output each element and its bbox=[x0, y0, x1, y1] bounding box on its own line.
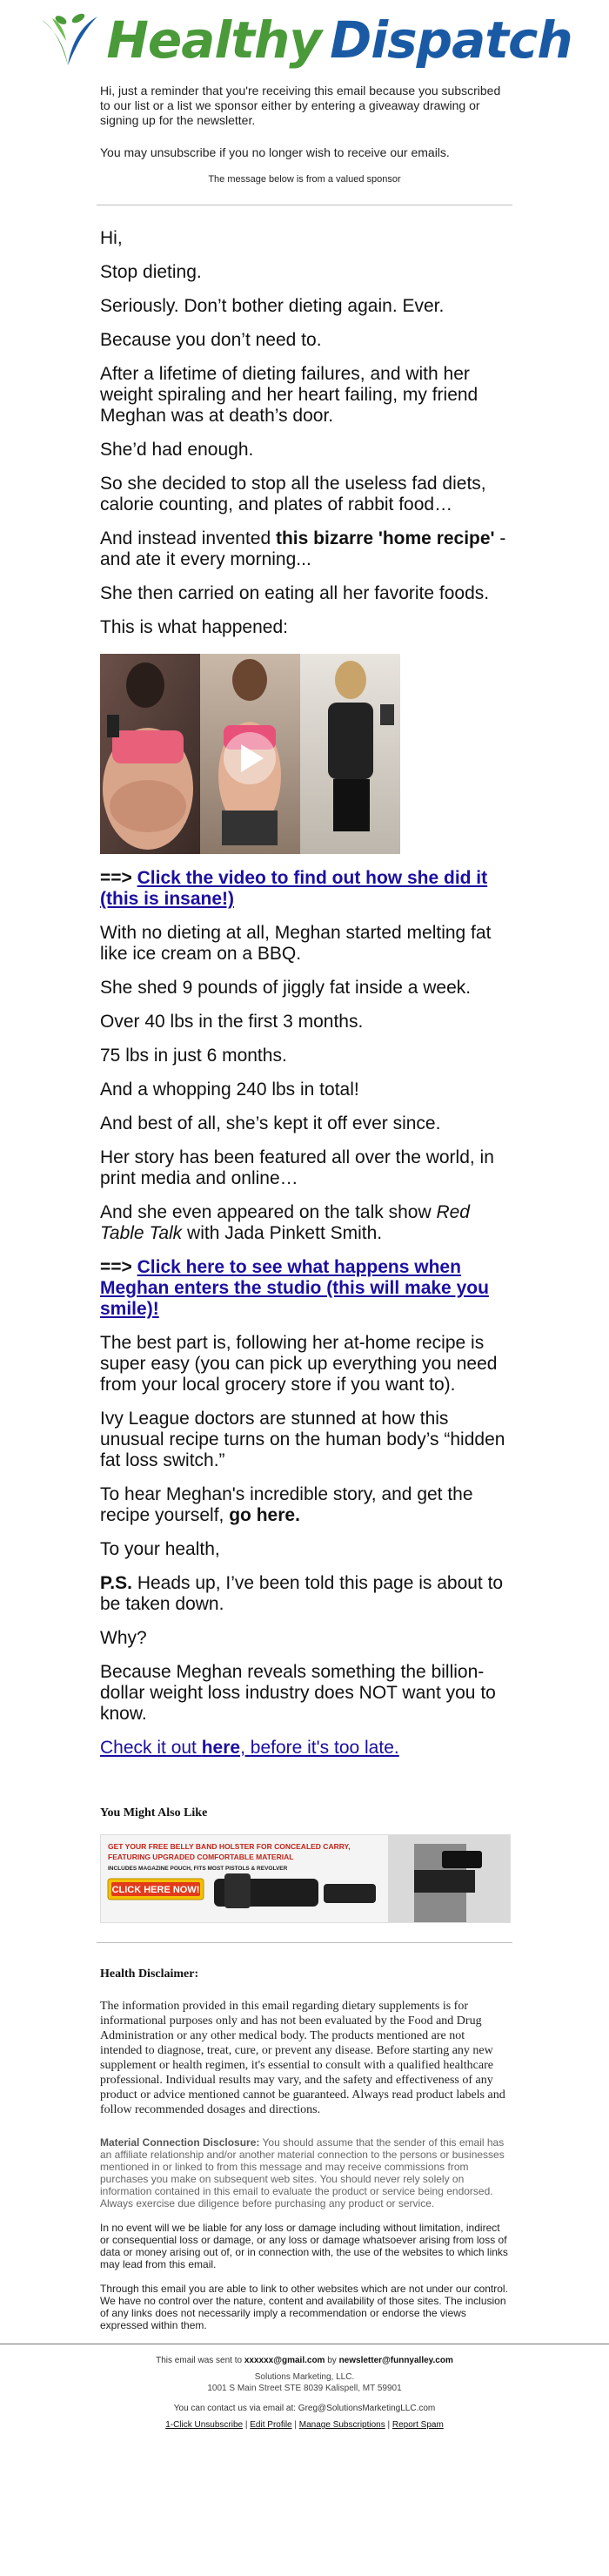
body-paragraph: And best of all, she’s kept it off ever since. bbox=[100, 1113, 441, 1133]
text-fragment: This email was sent to bbox=[156, 2356, 244, 2365]
arrow-marker: ==> bbox=[100, 1257, 132, 1277]
sponsor-note: The message below is from a valued sponsor bbox=[208, 174, 401, 185]
logo-word-healthy: Healthy bbox=[106, 10, 322, 70]
ad-details: INCLUDES MAGAZINE POUCH, FITS MOST PISTOLS & REVOLVER bbox=[108, 1866, 288, 1872]
body-paragraph: After a lifetime of dieting failures, and with her weight spiraling and her heart failing, my friend Meghan was at death’s door. bbox=[100, 364, 478, 426]
body-paragraph: Because you don’t need to. bbox=[100, 330, 322, 350]
text-fragment: To hear Meghan's incredible story, and get the recipe yourself, bbox=[100, 1484, 473, 1525]
disclosure-label: Material Connection Disclosure: bbox=[100, 2136, 260, 2149]
ad-button-label: CLICK HERE NOW! bbox=[111, 1885, 200, 1895]
company-name: Solutions Marketing, LLC. bbox=[254, 2372, 355, 2382]
body-paragraph: Seriously. Don’t bother dieting again. Ever. bbox=[100, 296, 445, 316]
unsubscribe-link[interactable]: 1-Click Unsubscribe bbox=[165, 2420, 244, 2430]
text-fragment: And she even appeared on the talk show bbox=[100, 1202, 437, 1222]
text-fragment: Heads up, I’ve been told this page is about to be taken down. bbox=[100, 1573, 504, 1614]
header bbox=[0, 0, 609, 75]
disclaimer-title: Health Disclaimer: bbox=[100, 1967, 199, 1981]
body-paragraph: Over 40 lbs in the first 3 months. bbox=[100, 1012, 364, 1032]
you-might-also-like bbox=[0, 1772, 609, 1923]
footer bbox=[0, 2344, 609, 2445]
text-fragment: by bbox=[325, 2356, 339, 2365]
body-paragraph: 75 lbs in just 6 months. bbox=[100, 1046, 287, 1066]
subscription-reminder: Hi, just a reminder that you're receiving this email because you subscribed to our list or a list we sponsor either by entering a giveaway drawing or signing up for the newsletter. bbox=[100, 84, 501, 127]
company-address bbox=[0, 2371, 609, 2394]
separator: | bbox=[243, 2420, 251, 2430]
footer-links bbox=[0, 2419, 609, 2431]
ps-label: P.S. bbox=[100, 1573, 132, 1593]
logo-word-dispatch: Dispatch bbox=[330, 10, 572, 70]
contact-line: You can contact us via email at: Greg@SolutionsMarketingLLC.com bbox=[173, 2404, 436, 2413]
unsubscribe-notice[interactable]: You may unsubscribe if you no longer wish to receive our emails. bbox=[100, 145, 450, 159]
body-paragraph: She shed 9 pounds of jiggly fat inside a week. bbox=[100, 978, 472, 998]
sender-email: newsletter@funnyalley.com bbox=[338, 2356, 453, 2365]
video-cta-link[interactable]: Click the video to find out how she did it (this is insane!) bbox=[100, 868, 488, 909]
liability-notice: In no event will we be liable for any loss or damage including without limitation, indirect or consequential loss or damage, or any loss or damage whatsoever arising from loss of data or money arising out of, or in connection with, the use of the websites to which links may lead from this email. bbox=[100, 2222, 508, 2270]
disclaimer-section bbox=[0, 1943, 609, 2331]
show-title: Red Table Talk bbox=[100, 1202, 470, 1243]
body-paragraph: With no dieting at all, Meghan started melting fat like ice cream on a BBQ. bbox=[100, 923, 492, 964]
separator: | bbox=[291, 2420, 299, 2430]
arrow-marker: ==> bbox=[100, 868, 132, 888]
logo[interactable] bbox=[37, 5, 572, 75]
holster-ad-image bbox=[101, 1835, 510, 1922]
body-paragraph: Her story has been featured all over the world, in print media and online… bbox=[100, 1147, 494, 1188]
text-fragment: , before it's too late. bbox=[240, 1738, 399, 1758]
body-paragraph: And a whopping 240 lbs in total! bbox=[100, 1079, 359, 1100]
body-paragraph bbox=[100, 1484, 513, 1526]
separator: | bbox=[385, 2420, 392, 2430]
postscript bbox=[100, 1573, 513, 1615]
cta-paragraph bbox=[100, 868, 513, 910]
body-paragraph: This is what happened: bbox=[100, 617, 288, 637]
before-after-photos bbox=[100, 654, 400, 854]
report-spam-link[interactable]: Report Spam bbox=[392, 2420, 444, 2430]
email-body bbox=[0, 205, 609, 1759]
body-paragraph bbox=[100, 528, 513, 570]
greeting: Hi, bbox=[100, 228, 123, 248]
section-title: You Might Also Like bbox=[100, 1806, 208, 1819]
body-paragraph: Because Meghan reveals something the billion-dollar weight loss industry does NOT want you to know. bbox=[100, 1662, 496, 1724]
final-cta-paragraph bbox=[100, 1738, 513, 1759]
sent-to-line bbox=[0, 2355, 609, 2366]
edit-profile-link[interactable]: Edit Profile bbox=[250, 2420, 292, 2430]
text-fragment: Check it out bbox=[100, 1738, 202, 1758]
health-disclaimer: The information provided in this email regarding dietary supplements is for informational purposes only and has not been evaluated by the Food and Drug Administration or any other medical body. The products mentioned are not intended to diagnose, treat, cure, or prevent any disease. Before starting any new supplement or health regimen, it's essential to consult with a qualified healthcare professional. Individual results may vary, and the safety and effectiveness of any product or advice mentioned cannot be guaranteed. Always read product labels and follow recommended dosages and directions. bbox=[100, 2000, 505, 2116]
body-paragraph: She’d had enough. bbox=[100, 440, 254, 460]
text-fragment: here bbox=[201, 1738, 241, 1758]
street-address: 1001 S Main Street STE 8039 Kalispell, MT 59901 bbox=[207, 2384, 402, 2393]
material-disclosure bbox=[100, 2136, 509, 2209]
body-paragraph bbox=[100, 1202, 513, 1244]
cta-paragraph bbox=[100, 1257, 513, 1320]
final-cta-link[interactable] bbox=[100, 1738, 399, 1758]
recipient-email: xxxxxx@gmail.com bbox=[244, 2356, 325, 2365]
text-fragment: - and ate it every morning... bbox=[100, 528, 506, 569]
studio-cta-link[interactable]: Click here to see what happens when Meghan enters the studio (this will make you smile)! bbox=[100, 1257, 489, 1319]
external-links-notice: Through this email you are able to link to other websites which are not under our control. We have no control over the nature, content and availability of those sites. The inclusion of any links does not necessarily imply a recommendation or endorse the views expressed within them. bbox=[100, 2283, 508, 2331]
ad-subheadline: FEATURING UPGRADED COMFORTABLE MATERIAL bbox=[108, 1853, 294, 1861]
sign-off: To your health, bbox=[100, 1539, 220, 1559]
leaf-v-logo-icon bbox=[37, 11, 101, 69]
text-fragment: You should assume that the sender of this email has an affiliate relationship and/or another material connection to the persons or businesses mentioned in or linked to from this message and may receive commissions from purchases you make on subsequent web sites. You should never rely solely on information contained in this email to evaluate the product or service being endorsed. Always exercise due diligence before purchasing any product or service. bbox=[100, 2136, 505, 2209]
recipe-emphasis: this bizarre 'home recipe' bbox=[275, 528, 495, 548]
preheader bbox=[0, 75, 609, 187]
holster-ad-banner[interactable] bbox=[100, 1834, 511, 1923]
body-paragraph: She then carried on eating all her favorite foods. bbox=[100, 583, 490, 603]
body-paragraph: Stop dieting. bbox=[100, 262, 202, 282]
body-paragraph: Why? bbox=[100, 1628, 147, 1648]
body-paragraph: So she decided to stop all the useless fad diets, calorie counting, and plates of rabbit food… bbox=[100, 474, 486, 515]
ad-headline: GET YOUR FREE BELLY BAND HOLSTER FOR CONCEALED CARRY, bbox=[108, 1842, 351, 1851]
manage-subscriptions-link[interactable]: Manage Subscriptions bbox=[298, 2420, 385, 2430]
go-here-link[interactable]: go here. bbox=[229, 1505, 300, 1525]
body-paragraph: The best part is, following her at-home recipe is super easy (you can pick up everything you need from your local grocery store if you want to). bbox=[100, 1333, 498, 1395]
text-fragment: with Jada Pinkett Smith. bbox=[182, 1223, 383, 1243]
text-fragment: And instead invented bbox=[100, 528, 276, 548]
video-thumbnail[interactable] bbox=[100, 654, 400, 854]
body-paragraph: Ivy League doctors are stunned at how this unusual recipe turns on the human body’s “hidden fat loss switch.” bbox=[100, 1409, 505, 1470]
